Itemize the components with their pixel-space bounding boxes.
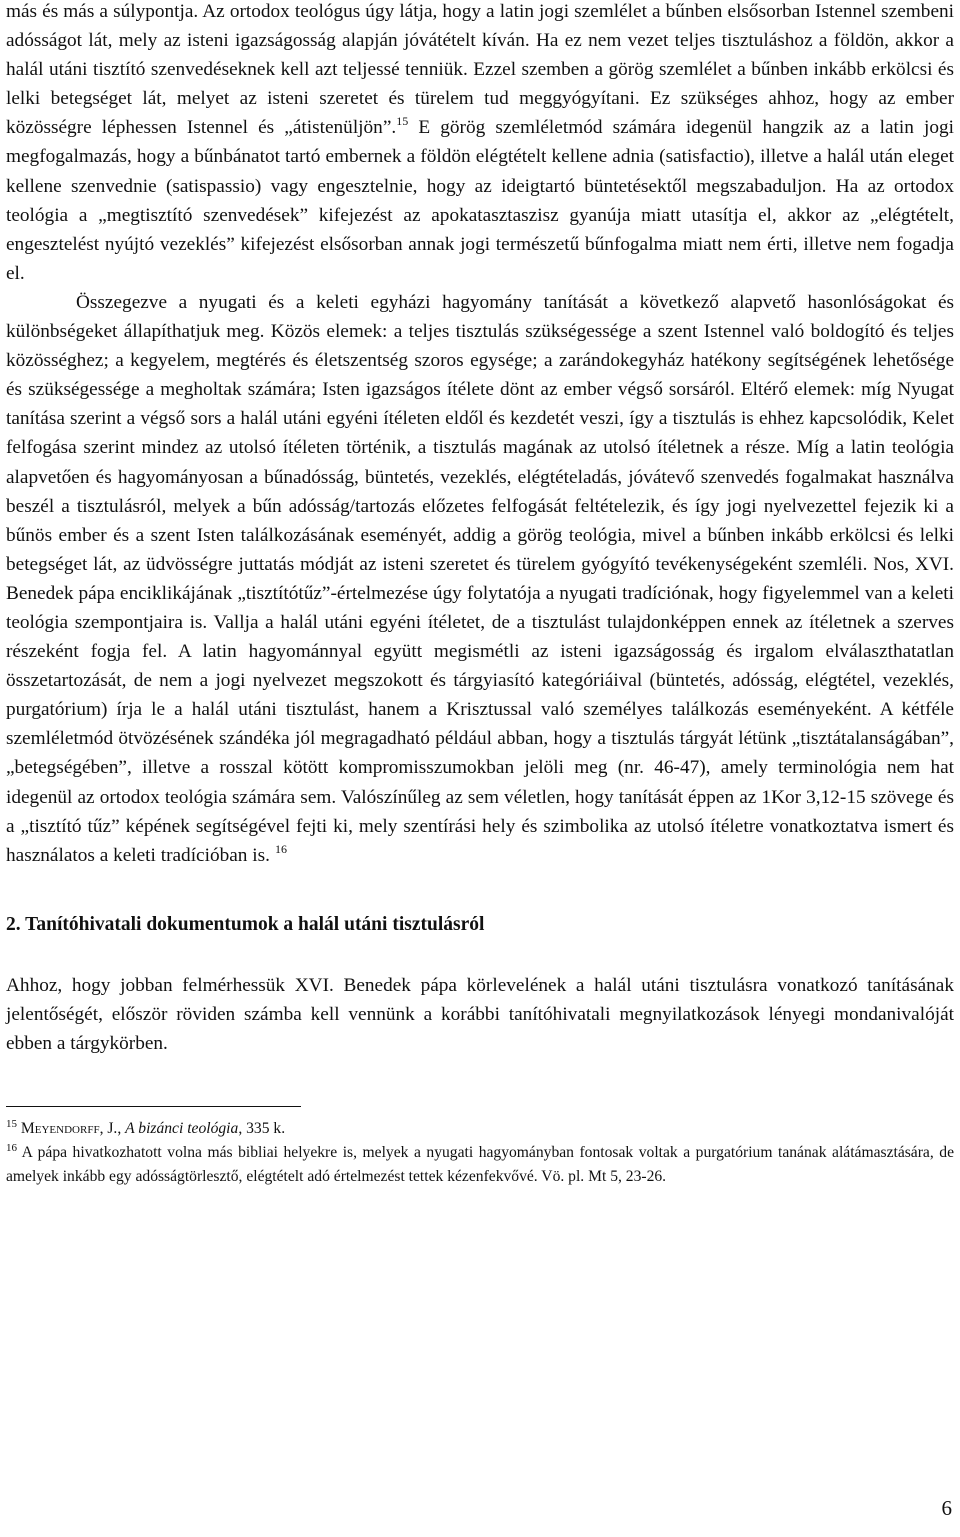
body-paragraph-2	[6, 288, 954, 870]
footnote-15-rest: , 335 k.	[238, 1120, 286, 1138]
page-number: 6	[941, 1496, 952, 1520]
footnote-divider	[6, 1106, 301, 1107]
paragraph-2-text: Összegezve a nyugati és a keleti egyházi hagyomány tanítását a következő alapvető hasonlóságokat és különbségeket állapíthatjuk meg. Közös elemek: a teljes tisztulás szükségessége a szent Istennel való boldogító és teljes közösséghez; a kegyelem, megtérés és életszentség szoros egysége; a zarándokegyház hatékony segítségének lehetősége és szükségessége a megholtak számára; Isten igazságos ítélete dönt az ember végső sorsáról. Eltérő elemek: míg Nyugat tanítása szerint a végső sors a halál utáni egyéni ítéleten eldől és kezdetét veszi, így a tisztulás is ehhez kapcsolódik, Kelet felfogása szerint mindez az utolsó ítéleten történik, a tisztulás magának az utolsó ítéletnek a része. Míg a latin teológia alapvetően és hagyományosan a bűnadósság, büntetés, vezeklés, elégtételadás, jóvátevő szenvedés fogalmakat használva beszél a tisztulásról, melyek a bűn adósság/tartozás előzetes felfogását feltételezik, és így jogi nyelvezettel fejezik ki a bűnös ember és a szent Isten találkozásának eseményét, addig a görög teológia, mivel a bűnben inkább erkölcsi és lelki betegséget lát, az üdvösségre juttatás módját az isteni szeretet és türelem gyógyító tevékenységeként szemléli. Nos, XVI. Benedek pápa enciklikájának „tisztítótűz”-értelmezése úgy folytatója a nyugati tradíciónak, hogy figyelemmel van a keleti teológia szempontjaira is. Vallja a halál utáni egyéni ítéletet, de a tisztulást tulajdonképpen ennek az ítéletnek a szerves részeként fogja fel. A latin hagyománnyal együtt megismétli az isteni igazságosság és irgalom elválaszthatatlan összetartozását, de nem a jogi nyelvezet megszokott és tárgyiasító kategóriáival (büntetés, adósság, elégtétel, vezeklés, purgatórium) írja le a halál utáni tisztulást, hanem a Krisztussal való személyes találkozás eseményeként. A kétféle szemléletmód ötvözésének szándéka jól megragadható például abban, hogy a tisztulás tárgyát létünk „tisztátalanságában”, „betegségében”, illetve a rosszal kötött kompromisszumokban jelöli meg (nr. 46-47), amely terminológia nem hat idegenül az ortodox teológia számára sem. Valószínűleg az sem véletlen, hogy tanítását éppen az 1Kor 3,12-15 szövege és a „tisztító tűz” képének segítségével fejti ki, mely szentírási hely és szimbolika az utolsó ítéletre vonatkoztatva ismert és használatos a keleti tradícióban is.	[6, 291, 954, 866]
footnote-15-title: A bizánci teológia	[125, 1120, 239, 1138]
footnote-15	[6, 1117, 954, 1141]
footnote-ref-16[interactable]: 16	[274, 841, 287, 856]
footnote-ref-15[interactable]: 15	[396, 114, 409, 129]
body-paragraph-3: Ahhoz, hogy jobban felmérhessük XVI. Benedek pápa körlevelének a halál utáni tisztulásra vonatkozó tanításának jelentőségét, először röviden számba kell vennünk a korábbi tanítóhivatali megnyilatkozások lényegi mondanivalóját ebben a tárgykörben.	[6, 974, 954, 1054]
section-heading: 2. Tanítóhivatali dokumentumok a halál utáni tisztulásról	[6, 913, 485, 935]
paragraph-1-text-a: más és más a súlypontja. Az ortodox teológus úgy látja, hogy a latin jogi szemlélet a bűnben elsősorban Istennel szembeni adósságot lát, mely az isteni igazságosság alapján jóvátételt kíván. Ha ez nem vezet teljes tisztuláshoz a földön, akkor a halál utáni tisztító szenvedéseknek kell azt teljessé tenniük. Ezzel szemben a görög szemlélet a bűnben inkább erkölcsi és lelki betegséget lát, melyet az isteni szeretet és türelem tud meggyógyítani. Ez szükséges ahhoz, hogy az ember közösségre léphessen Istennel és „átistenüljön”.	[6, 1, 954, 139]
footnotes	[6, 1117, 954, 1189]
footnote-16-text: A pápa hivatkozhatott volna más bibliai helyekre is, melyek a nyugati hagyományban fontosak voltak a purgatórium tanának alátámasztására, de amelyek inkább egy adósságtörlesztő, elégtételt adó értelmezést tettek kézenfekvővé. Vö. pl. Mt 5, 23-26.	[6, 1144, 954, 1186]
footnote-15-number: 15	[6, 1118, 17, 1131]
footnote-15-author-rest: , J.,	[99, 1120, 126, 1138]
footnote-16	[6, 1141, 954, 1189]
footnote-16-number: 16	[6, 1142, 17, 1155]
body-paragraph-1	[6, 0, 954, 288]
footnote-15-author: Meyendorff	[20, 1120, 100, 1138]
document-page	[6, 0, 954, 1189]
paragraph-1-text-b: E görög szemléletmód számára idegenül hangzik az a latin jogi megfogalmazás, hogy a bűnbánatot tartó embernek a földön elégtételt kellene adnia (satisfactio), illetve a halál után eleget kellene szenvednie (satispassio) vagy engesztelnie, hogy az ideigtartó büntetésektől megszabaduljon. Ha az ortodox teológia a „megtisztító szenvedések” kifejezést az apokatasztaszisz gyanúja miatt utasítja el, akkor az „elégtételt, engesztelést nyújtó vezeklés” kifejezést elsősorban annak jogi természetű bűnfogalma miatt nem érti, illetve nem fogadja el.	[6, 117, 954, 284]
